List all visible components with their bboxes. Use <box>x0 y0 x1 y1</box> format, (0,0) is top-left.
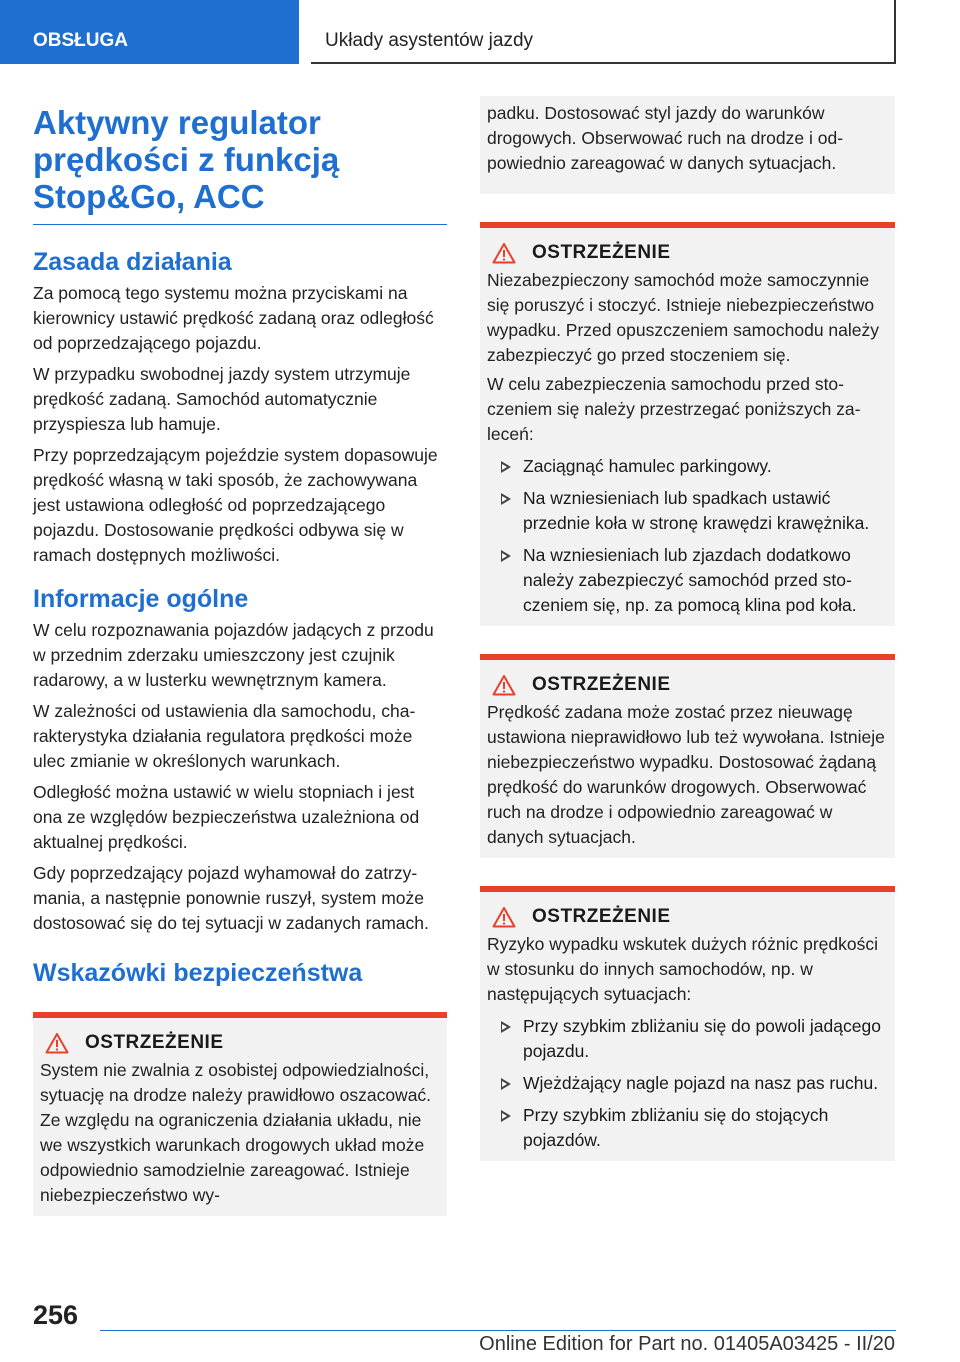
heading-safety: Wskazówki bezpieczeństwa <box>33 959 363 987</box>
warning-header <box>40 1032 440 1054</box>
general-paragraph-1: W celu rozpoznawania pojazdów jadących z przodu w przednim zderzaku umieszczony jest czujnik radarowy, a w lusterku wewnętrznym kamera. <box>33 620 434 690</box>
warning-4-list <box>487 1014 888 1153</box>
left-column <box>33 104 447 1216</box>
warning-triangle-icon <box>492 242 516 264</box>
triangle-bullet-icon <box>501 550 511 562</box>
warning-box-2 <box>480 222 895 626</box>
warning-label: OSTRZEŻENIE <box>532 906 671 927</box>
warning-box-1 <box>33 1012 447 1216</box>
right-column <box>480 96 895 1161</box>
triangle-bullet-icon <box>501 1110 511 1122</box>
chapter-header <box>311 0 896 64</box>
title-divider <box>33 224 447 225</box>
page-title: Aktywny regulator prędkości z funkcją Stop&Go, ACC <box>33 104 340 215</box>
section-tab <box>0 0 299 64</box>
warning-header <box>487 242 888 264</box>
heading-principle: Zasada działania <box>33 248 232 276</box>
principle-paragraph-2: W przypadku swobodnej jazdy system utrzymuje prędkość zadaną. Samochód automatycznie przyspiesza lub hamuje. <box>33 364 411 434</box>
triangle-bullet-icon <box>501 1078 511 1090</box>
warning-3-text: Prędkość zadana może zostać przez nieuwagę ustawiona nieprawidłowo lub też wywołana. Istnieje niebezpieczeństwo wypadku. Dostosować żądaną prędkość do warunków drogowych. Obserwować ruch na drodze i odpowiednio zareagować w danych sytuacjach. <box>487 702 885 847</box>
warning-4-text: Ryzyko wypadku wskutek dużych różnic prędkości w stosunku do innych samochodów, np. w następujących sytuacjach: <box>487 934 878 1004</box>
triangle-bullet-icon <box>501 1021 511 1033</box>
warning-box-4 <box>480 886 895 1161</box>
triangle-bullet-icon <box>501 493 511 505</box>
principle-paragraph-1: Za pomocą tego systemu można przyciskami na kierownicy ustawić prędkość zadaną oraz odległość od poprzedzającego pojazdu. <box>33 283 434 353</box>
warning-1-text: System nie zwalnia z osobistej odpowiedzialności, sytuację na drodze należy prawidłowo oszacować. Ze względu na ograniczenia działania układu, nie we wszystkich warunkach drogowych układ może odpowiednio samodzielnie zareagować. Istnieje niebezpieczeństwo wy- <box>40 1060 432 1205</box>
list-item: Zaciągnąć hamulec parkingowy. <box>487 454 888 479</box>
warning-triangle-icon <box>45 1032 69 1054</box>
list-item: Przy szybkim zbliżaniu się do powoli jadącego pojazdu. <box>487 1014 888 1064</box>
warning-triangle-icon <box>492 674 516 696</box>
section-label: OBSŁUGA <box>33 30 128 51</box>
warning-2-paragraph-1: Niezabezpieczony samochód może samoczynnie się poruszyć i stoczyć. Istnieje niebezpieczeństwo wypadku. Przed opuszczeniem samochodu należy zabezpieczyć go przed stoczeniem się. <box>487 270 880 365</box>
warning-1-continued-text: padku. Dostosować styl jazdy do warunków drogowych. Obserwować ruch na drodze i odpowiednio zareagować w danych sytuacjach. <box>487 103 844 173</box>
chapter-label: Układy asystentów jazdy <box>325 30 534 51</box>
principle-paragraph-3: Przy poprzedzającym pojeździe system dopasowuje prędkość własną w taki sposób, że zachowywana jest ustawiona odległość od poprzedzającego pojazdu. Dostosowanie prędkości odbywa się w ramach dostępnych możliwości. <box>33 445 438 565</box>
warning-label: OSTRZEŻENIE <box>532 674 671 695</box>
heading-general: Informacje ogólne <box>33 585 249 613</box>
warning-2-paragraph-2: W celu zabezpieczenia samochodu przed stoczeniem się należy przestrzegać poniższych zaleceń: <box>487 374 861 444</box>
list-item: Na wzniesieniach lub spadkach ustawić przednie koła w stronę krawędzi krawężnika. <box>487 486 888 536</box>
page-number: 256 <box>33 1300 79 1330</box>
triangle-bullet-icon <box>501 461 511 473</box>
warning-triangle-icon <box>492 906 516 928</box>
warning-header <box>487 906 888 928</box>
warning-label: OSTRZEŻENIE <box>85 1032 224 1053</box>
warning-box-1-continued <box>480 96 895 194</box>
footer-edition: Online Edition for Part no. 01405A03425 - II/20 <box>479 1333 895 1355</box>
list-item: Na wzniesieniach lub zjazdach dodatkowo należy zabezpieczyć samochód przed stoczeniem się, np. za pomocą klina pod koła. <box>487 543 888 618</box>
warning-2-list <box>487 454 888 618</box>
general-paragraph-3: Odległość można ustawić w wielu stopniach i jest ona ze względów bezpieczeństwa uzależniona od aktualnej prędkości. <box>33 782 420 852</box>
warning-box-3 <box>480 654 895 858</box>
general-paragraph-4: Gdy poprzedzający pojazd wyhamował do zatrzymania, a następnie ponownie ruszył, system może dostosować się do tej sytuacji w zadanych ramach. <box>33 863 429 933</box>
warning-header <box>487 674 888 696</box>
general-paragraph-2: W zależności od ustawienia dla samochodu, charakterystyka działania regulatora prędkości może ulec zmianie w określonych warunkach. <box>33 701 416 771</box>
list-item: Wjeżdżający nagle pojazd na nasz pas ruchu. <box>487 1071 888 1096</box>
list-item: Przy szybkim zbliżaniu się do stojących pojazdów. <box>487 1103 888 1153</box>
footer-divider <box>100 1330 896 1331</box>
warning-label: OSTRZEŻENIE <box>532 242 671 263</box>
